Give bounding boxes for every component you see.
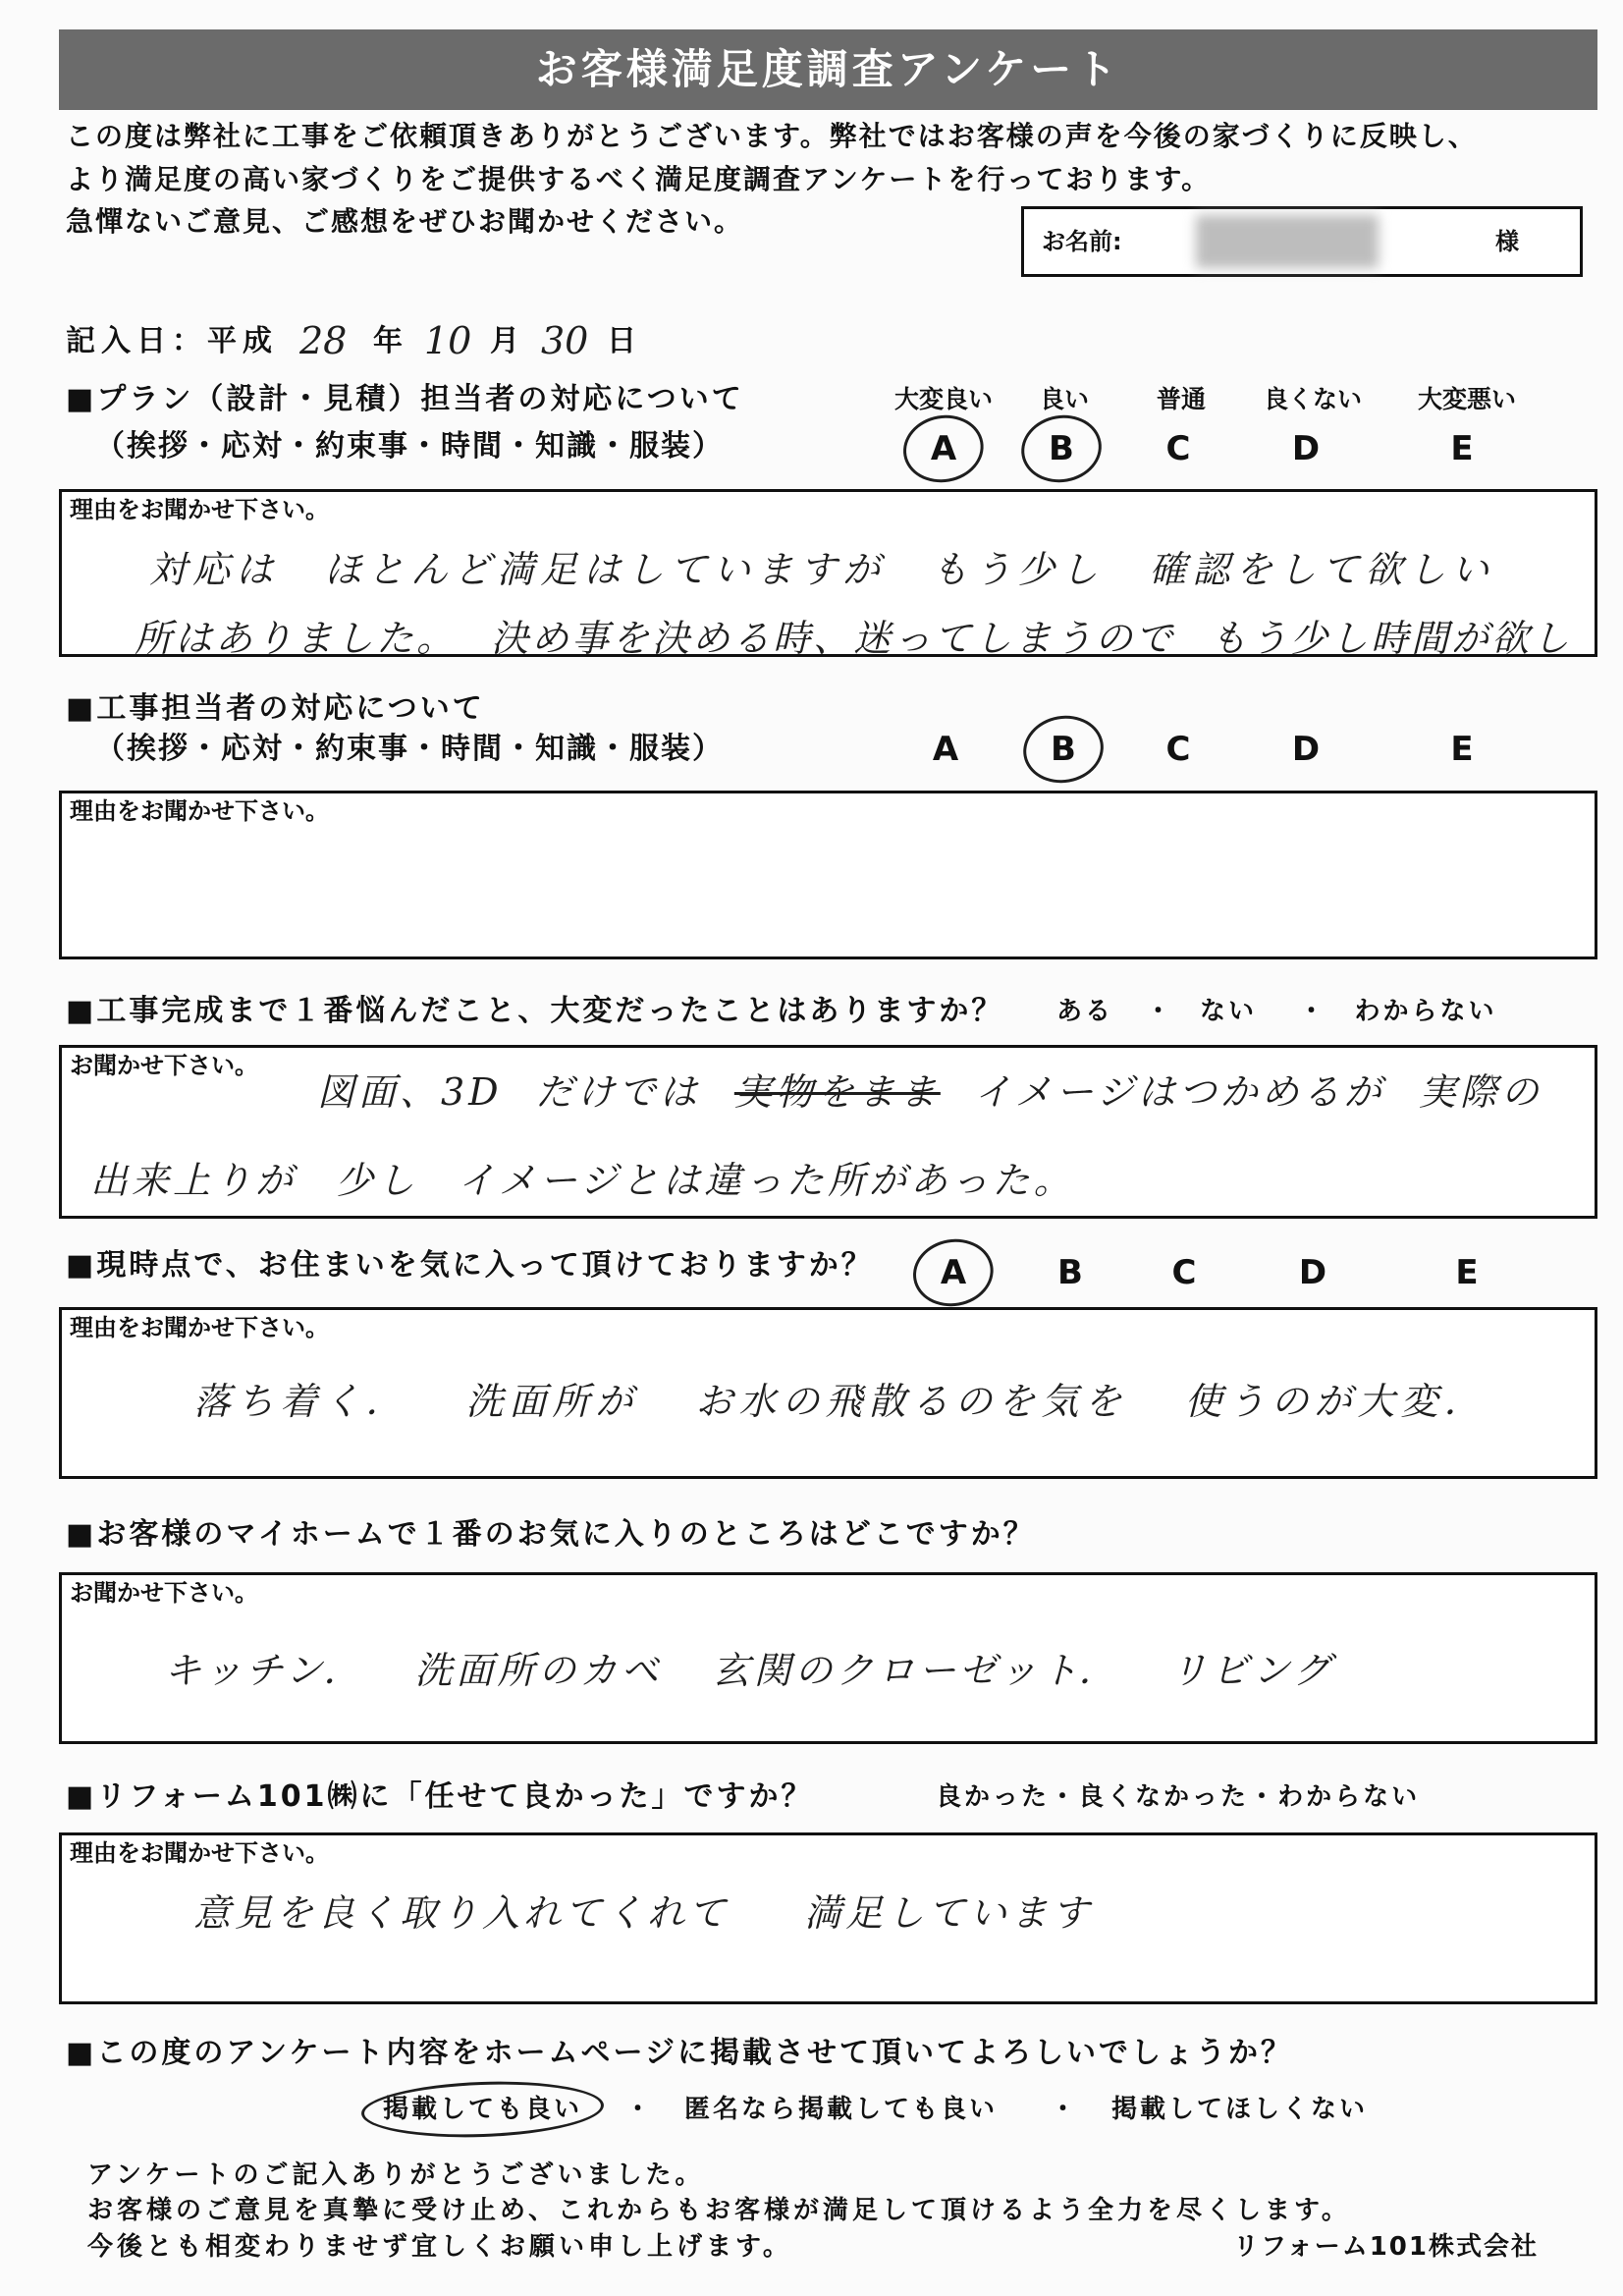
footer-line-2: お客様のご意見を真摯に受け止め、これからもお客様が満足して頂けるよう全力を尽くします。 — [87, 2196, 1351, 2225]
q4-title: ■現時点で、お住まいを気に入って頂けておりますか？ — [66, 1248, 874, 1283]
q2-box-label: 理由をお聞かせ下さい。 — [70, 797, 329, 825]
q3-option-yes: ある — [1055, 997, 1114, 1026]
q4-rating-e: E — [1455, 1253, 1479, 1292]
q4-rating-d: D — [1298, 1253, 1327, 1292]
q3-separator: ・ — [1298, 997, 1327, 1026]
q6-separator: ・ — [1050, 1782, 1079, 1812]
q6-separator: ・ — [1249, 1782, 1278, 1812]
q3-struck-text: 実物をまま — [733, 1070, 941, 1114]
scale-label-very-good: 大変良い — [893, 385, 994, 413]
q6-title: ■リフォーム101㈱に「任せて良かった」ですか？ — [66, 1779, 814, 1814]
q3-answer-line-2: 出来上りが 少し イメージとは違った所があった。 — [90, 1159, 1075, 1202]
q2-rating-b: B — [1051, 730, 1076, 769]
entry-date-day: 30 — [541, 319, 589, 362]
scale-label-poor: 良くない — [1263, 385, 1363, 413]
q6-option-good: 良かった — [936, 1782, 1051, 1812]
q1-answer-box — [59, 489, 1597, 657]
scale-label-average: 普通 — [1156, 385, 1207, 413]
footer-line-1: アンケートのご記入ありがとうございました。 — [87, 2160, 705, 2190]
q1-rating-c: C — [1165, 429, 1191, 468]
survey-title: お客様満足度調査アンケート — [535, 45, 1121, 93]
footer-line-3: 今後とも相変わりませず宜しくお願い申し上げます。 — [87, 2232, 792, 2262]
intro-line-1: この度は弊社に工事をご依頼頂きありがとうございます。弊社ではお客様の声を今後の家づくりに反映し、 — [66, 120, 1478, 152]
q3-answer-text: イメージはつかめるが 実際の — [973, 1070, 1542, 1114]
name-label: お名前: — [1042, 228, 1122, 255]
q1-rating-a: A — [930, 429, 957, 468]
q3-title: ■工事完成まで１番悩んだこと、大変だったことはありますか？ — [66, 994, 1004, 1028]
q3-box-label: お聞かせ下さい。 — [70, 1052, 258, 1079]
q2-subtitle: （挨拶・応対・約束事・時間・知識・服装） — [95, 732, 724, 766]
q7-separator: ・ — [624, 2095, 654, 2124]
q7-option-anonymous-ok: 匿名なら掲載しても良い — [684, 2095, 999, 2124]
q7-option-publish-ok: 掲載しても良い — [383, 2095, 583, 2124]
q3-answer-text: 図面、3D だけでは — [317, 1070, 701, 1114]
q4-rating-b: B — [1057, 1253, 1083, 1292]
entry-date-year-unit: 年 — [373, 324, 408, 358]
scale-label-very-poor: 大変悪い — [1417, 385, 1517, 413]
entry-date-month: 10 — [424, 319, 472, 362]
q7-option-do-not-publish: 掲載してほしくない — [1111, 2095, 1369, 2124]
q3-option-unknown: わからない — [1354, 997, 1497, 1026]
q7-separator: ・ — [1050, 2095, 1079, 2124]
name-suffix: 様 — [1495, 228, 1519, 255]
q4-answer: 落ち着く． 洗面所が お水の飛散るのを気を 使うのが大変． — [193, 1380, 1488, 1423]
entry-date-label: 記入日：平成 — [66, 324, 278, 358]
q2-rating-d: D — [1291, 730, 1321, 769]
redacted-name — [1196, 215, 1379, 268]
q1-title: ■プラン（設計・見積）担当者の対応について — [66, 382, 744, 416]
q5-answer: キッチン． 洗面所のカベ 玄関のクローゼット． リビング — [164, 1649, 1334, 1692]
q1-subtitle: （挨拶・応対・約束事・時間・知識・服装） — [95, 429, 724, 464]
q6-answer-box — [59, 1832, 1597, 2004]
q2-answer-box — [59, 791, 1597, 959]
intro-line-2: より満足度の高い家づくりをご提供するべく満足度調査アンケートを行っております。 — [66, 163, 1212, 195]
q4-rating-a: A — [940, 1253, 967, 1292]
entry-date-year: 28 — [299, 319, 348, 362]
q6-option-not-good: 良くなかった — [1078, 1782, 1250, 1812]
q4-box-label: 理由をお聞かせ下さい。 — [70, 1314, 329, 1341]
intro-line-3: 急憚ないご意見、ご感想をぜひお聞かせください。 — [66, 205, 744, 238]
q1-answer-line-2: 所はありました。 決め事を決める時、迷ってしまうので もう少し時間が欲し — [135, 617, 1573, 657]
q1-box-label: 理由をお聞かせ下さい。 — [70, 496, 329, 523]
q3-answer-box — [59, 1045, 1597, 1219]
q6-options — [936, 1784, 1420, 1810]
q1-rating-b: B — [1049, 429, 1074, 468]
q4-rating-c: C — [1171, 1253, 1197, 1292]
q1-rating-d: D — [1291, 429, 1321, 468]
q5-title: ■お客様のマイホームで１番のお気に入りのところはどこですか？ — [66, 1517, 1036, 1552]
q5-box-label: お聞かせ下さい。 — [70, 1579, 258, 1607]
q2-rating-e: E — [1450, 730, 1474, 769]
q6-box-label: 理由をお聞かせ下さい。 — [70, 1839, 329, 1867]
q3-separator: ・ — [1145, 997, 1174, 1026]
q2-rating-a: A — [932, 730, 959, 769]
q6-answer: 意見を良く取り入れてくれて 満足しています — [193, 1891, 1094, 1935]
q3-answer-line-1 — [317, 1070, 1542, 1114]
entry-date-month-unit: 月 — [490, 324, 525, 358]
q2-title: ■工事担当者の対応について — [66, 691, 485, 726]
q2-rating-c: C — [1165, 730, 1191, 769]
q5-answer-box — [59, 1572, 1597, 1744]
q3-option-no: ない — [1199, 997, 1258, 1026]
company-name: リフォーム101株式会社 — [1233, 2232, 1539, 2262]
q6-option-unknown: わからない — [1277, 1782, 1421, 1812]
entry-date-day-unit: 日 — [607, 324, 642, 358]
q4-answer-box — [59, 1307, 1597, 1479]
name-box — [1021, 206, 1583, 277]
q1-answer-line-1: 対応は ほとんど満足はしていますが もう少し 確認をして欲しい — [149, 548, 1495, 591]
header-bar — [59, 29, 1597, 110]
q1-rating-e: E — [1450, 429, 1474, 468]
scale-label-good: 良い — [1039, 385, 1090, 413]
q7-title: ■この度のアンケート内容をホームページに掲載させて頂いてよろしいでしょうか？ — [66, 2036, 1293, 2070]
